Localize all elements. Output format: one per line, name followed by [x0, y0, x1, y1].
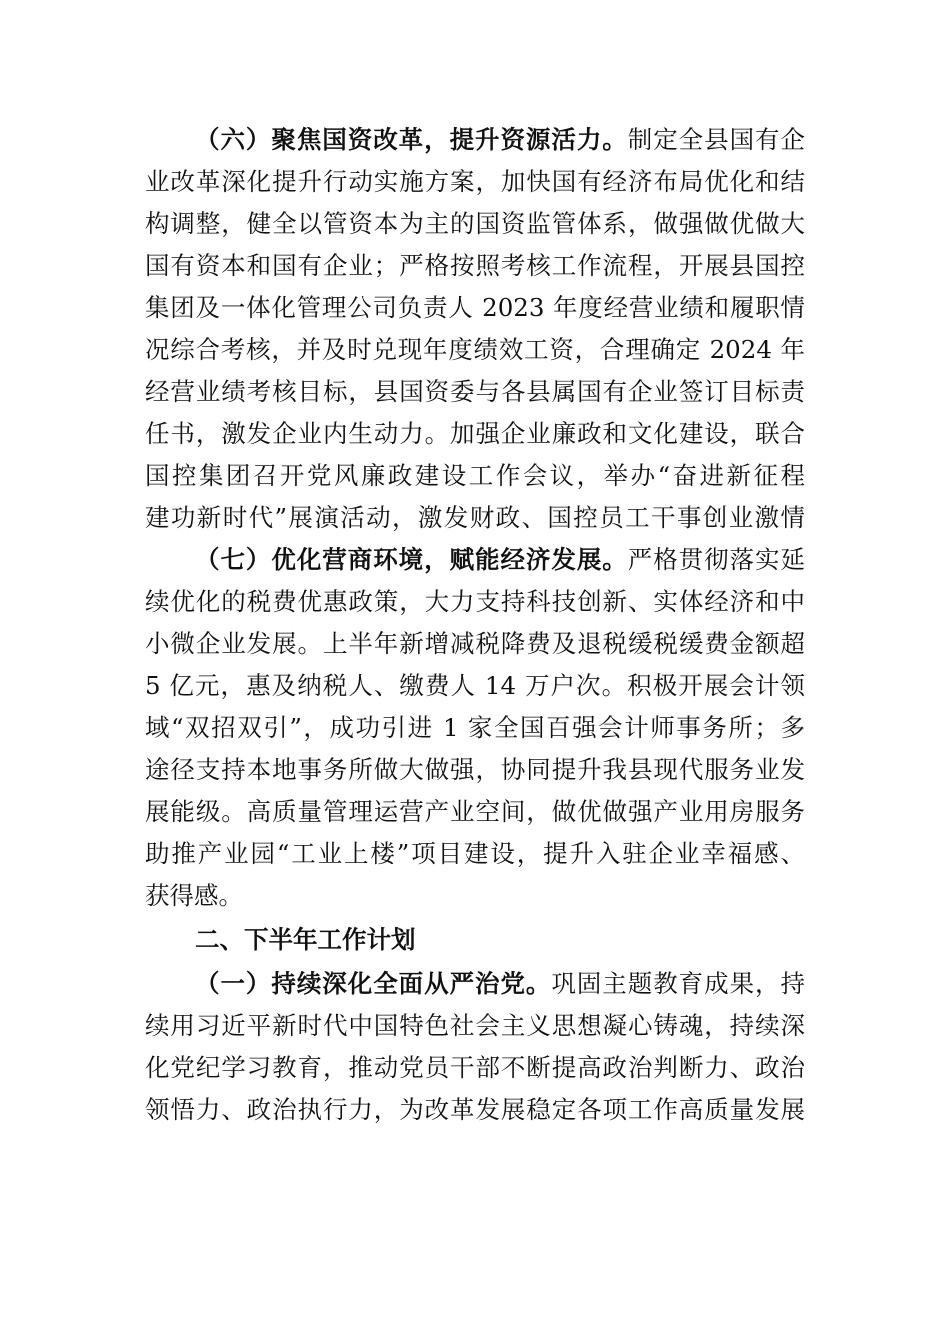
paragraph-7-line-3: 小微企业发展。上半年新增减税降费及退税缓税缓费金额超 — [145, 629, 805, 658]
paragraph-6-line-7: 经营业绩考核目标，县国资委与各县属国有企业签订目标责 — [145, 377, 805, 406]
paragraph-6-line-9: 国控集团召开党风廉政建设工作会议，举办“奋进新征程 — [145, 461, 805, 490]
paragraph-6-line-8: 任书，激发企业内生动力。加强企业廉政和文化建设，联合 — [145, 419, 805, 448]
paragraph-6-line-2: 业改革深化提升行动实施方案，加快国有经济布局优化和结 — [145, 167, 805, 196]
section-2-title: 二、下半年工作计划 — [195, 925, 416, 954]
paragraph-7-line-9: 获得感。 — [145, 881, 243, 910]
paragraph-7-line-6: 途径支持本地事务所做大做强，协同提升我县现代服务业发 — [145, 755, 805, 784]
paragraph-7-line-7: 展能级。高质量管理运营产业空间，做优做强产业用房服务 — [145, 797, 805, 826]
paragraph-7-line-8: 助推产业园“工业上楼”项目建设，提升入驻企业幸福感、 — [145, 839, 805, 868]
paragraph-s2-1-line-3: 化党纪学习教育，推动党员干部不断提高政治判断力、政治 — [145, 1053, 805, 1082]
paragraph-s2-1-line-1: （一）持续深化全面从严治党。巩固主题教育成果，持 — [195, 969, 805, 998]
paragraph-7-line-2: 续优化的税费优惠政策，大力支持科技创新、实体经济和中 — [145, 587, 805, 616]
paragraph-6-line-6: 况综合考核，并及时兑现年度绩效工资，合理确定 2024 年 — [145, 335, 805, 364]
paragraph-6-line-10: 建功新时代”展演活动，激发财政、国控员工干事创业激情 — [145, 503, 805, 532]
paragraph-6-heading: （六）聚焦国资改革，提升资源活力。 — [195, 125, 628, 154]
paragraph-6-line-4: 国有资本和国有企业；严格按照考核工作流程，开展县国控 — [145, 251, 805, 280]
paragraph-s2-1-heading: （一）持续深化全面从严治党。 — [195, 969, 552, 998]
paragraph-7-line-1: （七）优化营商环境，赋能经济发展。严格贯彻落实延 — [195, 545, 806, 574]
paragraph-7-line-5: 域“双招双引”，成功引进 1 家全国百强会计师事务所；多 — [145, 713, 805, 742]
paragraph-6-line-3: 构调整，健全以管资本为主的国资监管体系，做强做优做大 — [145, 209, 805, 238]
paragraph-6-line-5: 集团及一体化管理公司负责人 2023 年度经营业绩和履职情 — [145, 293, 805, 322]
paragraph-7-line-4: 5 亿元，惠及纳税人、缴费人 14 万户次。积极开展会计领 — [145, 671, 805, 700]
paragraph-s2-1-line-4: 领悟力、政治执行力，为改革发展稳定各项工作高质量发展 — [145, 1095, 805, 1124]
paragraph-6-line-1: （六）聚焦国资改革，提升资源活力。制定全县国有企 — [195, 125, 806, 154]
paragraph-s2-1-line-2: 续用习近平新时代中国特色社会主义思想凝心铸魂，持续深 — [145, 1011, 805, 1040]
paragraph-7-heading: （七）优化营商环境，赋能经济发展。 — [195, 545, 628, 574]
